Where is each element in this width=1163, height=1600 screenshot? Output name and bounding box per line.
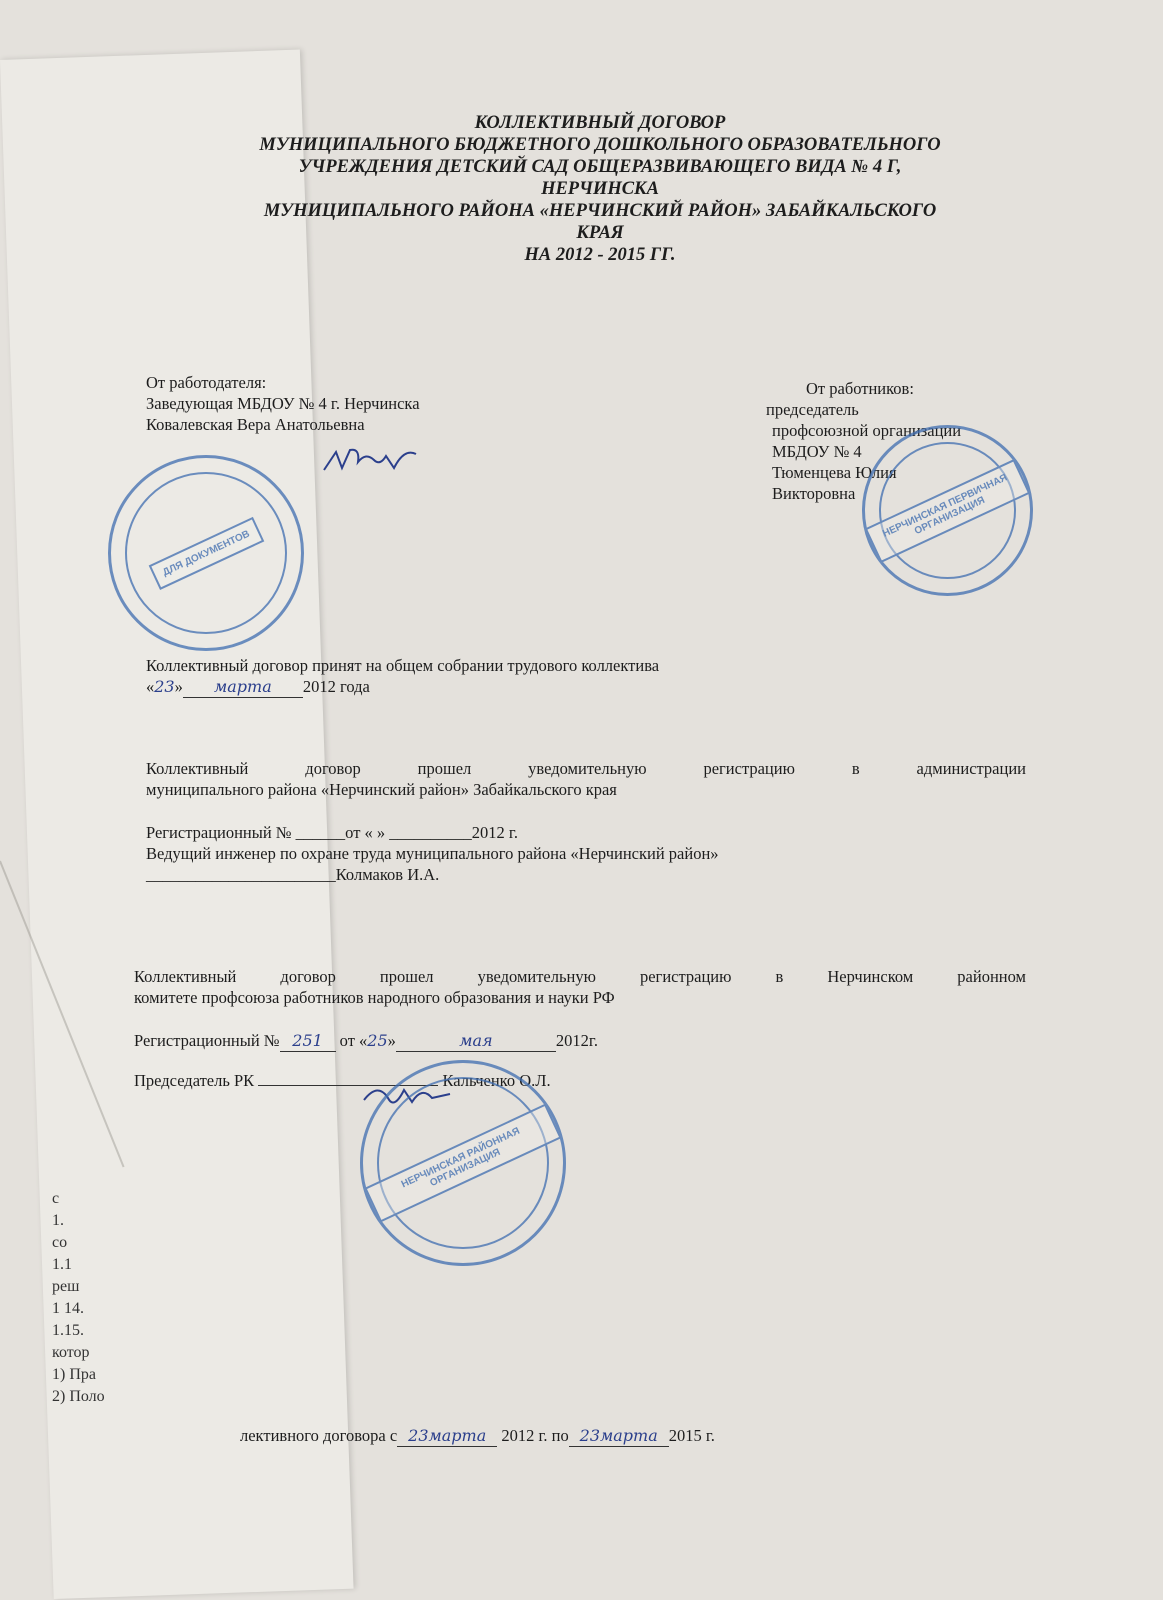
fragment-line: 1. <box>52 1212 64 1229</box>
fragment-line: котор <box>52 1344 90 1361</box>
reg-month: мая <box>396 1030 556 1052</box>
fragment-line: со <box>52 1234 68 1251</box>
union-registration-line: Коллективный договор прошел уведомительную регистрацию в Нерчинском районном <box>134 967 1026 986</box>
underlying-page-fragments <box>52 1188 105 1408</box>
document-title <box>160 112 1040 266</box>
union-round-stamp <box>862 425 1033 596</box>
title-line: МУНИЦИПАЛЬНОГО БЮДЖЕТНОГО ДОШКОЛЬНОГО ОБРАЗОВАТЕЛЬНОГО <box>259 135 941 155</box>
admin-registration-block <box>146 758 1026 885</box>
chair-line: Председатель РК Кальченко О.Л. <box>134 1071 551 1090</box>
admin-registration-line: Коллективный договор прошел уведомительную регистрацию в администрации <box>146 759 1026 778</box>
employees-line: МБДОУ № 4 <box>772 442 862 461</box>
title-line: НЕРЧИНСКА <box>541 179 659 199</box>
union-registration-block <box>134 966 1026 1091</box>
fragment-line: 2) Поло <box>52 1388 105 1405</box>
fragment-line: реш <box>52 1278 80 1295</box>
adoption-month: марта <box>183 676 303 698</box>
admin-registration-number: Регистрационный № ______от « » __________2012 г. <box>146 823 518 842</box>
reg-number: 251 <box>280 1030 336 1052</box>
chair-name: Кальченко О.Л. <box>442 1071 551 1090</box>
adoption-day: 23 <box>154 677 175 696</box>
title-line: КРАЯ <box>576 223 624 243</box>
validity-line: лективного договора с 23марта 2012 г. по 23марта 2015 г. <box>240 1426 715 1445</box>
employees-header: От работников: <box>806 379 914 398</box>
employees-line: профсоюзной организации <box>772 421 962 440</box>
employer-header: От работодателя: <box>146 373 267 392</box>
employees-line: Викторовна <box>772 484 856 503</box>
engineer-line: Ведущий инженер по охране труда муниципального района «Нерчинский район» <box>146 844 719 863</box>
reg-day: 25 <box>367 1031 388 1050</box>
title-line: УЧРЕЖДЕНИЯ ДЕТСКИЙ САД ОБЩЕРАЗВИВАЮЩЕГО ВИДА № 4 Г, <box>298 157 902 177</box>
title-line: КОЛЛЕКТИВНЫЙ ДОГОВОР <box>474 113 726 133</box>
fragment-line: 1 14. <box>52 1300 84 1317</box>
title-line: НА 2012 - 2015 ГГ. <box>524 245 676 265</box>
union-registration-number: Регистрационный № 251 от «25» мая 2012г. <box>134 1031 598 1050</box>
employer-name: Ковалевская Вера Анатольевна <box>146 415 365 434</box>
stamp-center-text: НЕРЧИНСКАЯ РАЙОННАЯ ОРГАНИЗАЦИЯ <box>399 1125 522 1191</box>
district-union-round-stamp <box>360 1060 566 1266</box>
fragment-line: 1.1 <box>52 1256 72 1273</box>
fragment-line: с <box>52 1190 60 1207</box>
union-registration-line: комитете профсоюза работников народного образования и науки РФ <box>134 988 615 1007</box>
adoption-line: Коллективный договор принят на общем собрании трудового коллектива <box>146 656 660 675</box>
title-line: МУНИЦИПАЛЬНОГО РАЙОНА «НЕРЧИНСКИЙ РАЙОН» ЗАБАЙКАЛЬСКОГО <box>263 201 937 221</box>
adoption-date: «23» марта 2012 года <box>146 677 370 696</box>
institution-round-stamp <box>108 455 304 651</box>
stamp-center-text: НЕРЧИНСКАЯ ПЕРВИЧНАЯ ОРГАНИЗАЦИЯ <box>881 471 1010 540</box>
fragment-line: 1.15. <box>52 1322 84 1339</box>
employer-position: Заведующая МБДОУ № 4 г. Нерчинска <box>146 394 420 413</box>
adoption-year: 2012 года <box>302 677 370 696</box>
employees-line: председатель <box>766 400 859 419</box>
admin-registration-line: муниципального района «Нерчинский район» Забайкальского края <box>146 780 617 799</box>
employer-signature <box>320 440 420 480</box>
adoption-block <box>146 655 1026 698</box>
validity-end: 23марта <box>569 1425 669 1447</box>
stamp-center-text: ДЛЯ ДОКУМЕНТОВ <box>160 528 252 578</box>
engineer-name: _______________________Колмаков И.А. <box>146 865 440 884</box>
employer-signature-block <box>146 372 420 435</box>
fragment-line: 1) Пра <box>52 1366 96 1383</box>
employees-line: Тюменцева Юлия <box>772 463 897 482</box>
validity-start: 23марта <box>397 1425 497 1447</box>
